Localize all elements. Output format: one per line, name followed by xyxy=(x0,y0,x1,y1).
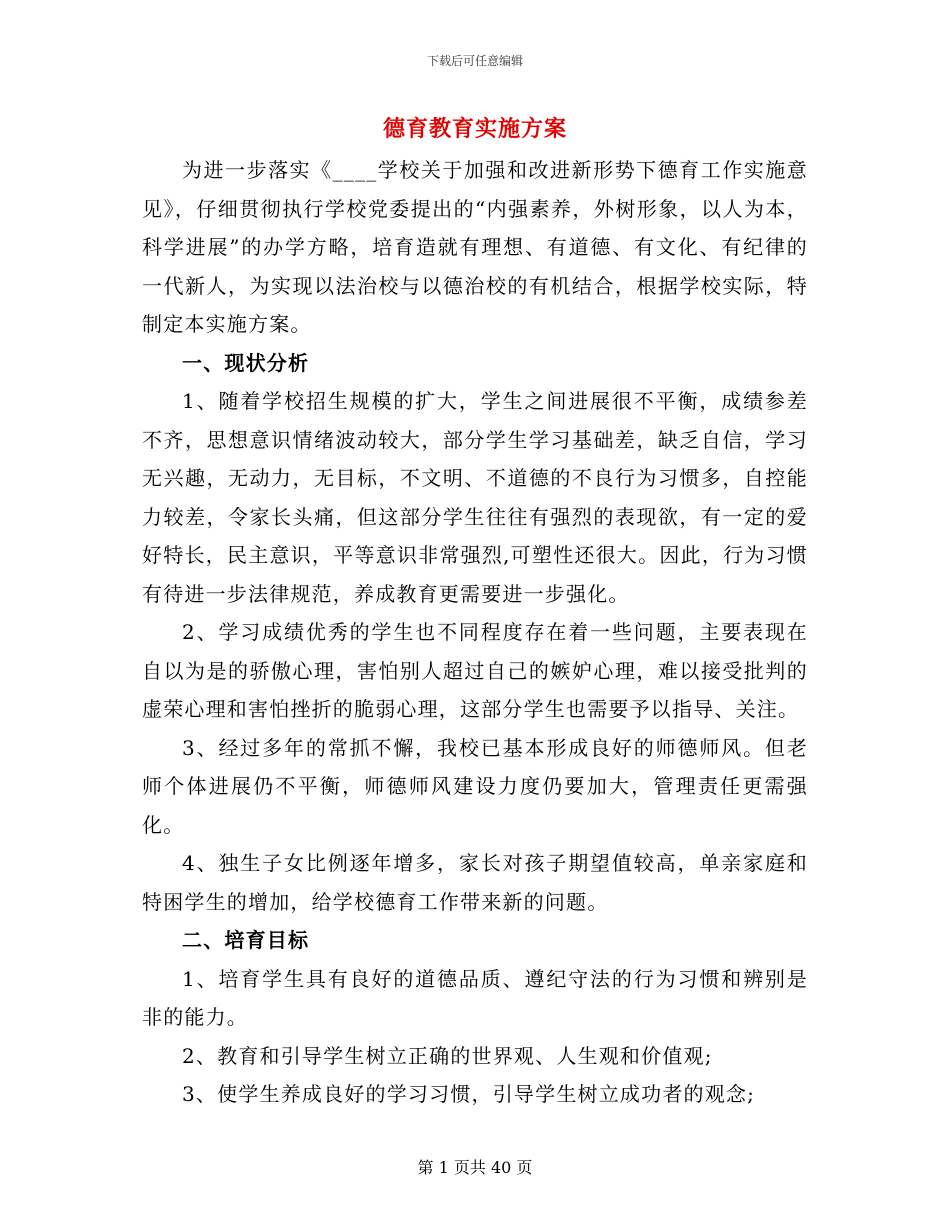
status-item-1: 1、随着学校招生规模的扩大，学生之间进展很不平衡，成绩参差不齐，思想意识情绪波动较大，部分学生学习基础差，缺乏自信，学习无兴趣，无动力，无目标，不文明、不道德的不良行为习惯多，自控能力较差，令家长头痛，但这部分学生往往有强烈的表现欲，有一定的爱好特长，民主意识，平等意识非常强烈,可塑性还很大。因此，行为习惯有待进一步法律规范，养成教育更需要进一步强化。 xyxy=(142,389,808,606)
goal-item-2: 2、教育和引导学生树立正确的世界观、人生观和价值观; xyxy=(182,1043,713,1068)
goal-item-3: 3、使学生养成良好的学习习惯，引导学生树立成功者的观念; xyxy=(182,1082,756,1106)
status-item-4: 4、独生子女比例逐年增多，家长对孩子期望值较高，单亲家庭和特困学生的增加，给学校德育工作带来新的问题。 xyxy=(142,851,808,914)
status-item-3: 3、经过多年的常抓不懈，我校已基本形成良好的师德师风。但老师个体进展仍不平衡，师德师风建设力度仍要加大，管理责任更需强化。 xyxy=(142,735,808,837)
header-note: 下载后可任意编辑 xyxy=(426,54,523,68)
document-body xyxy=(142,151,808,1114)
section-heading-goals: 二、培育目标 xyxy=(182,928,310,952)
intro-paragraph: 为进一步落实《____学校关于加强和改进新形势下德育工作实施意见》，仔细贯彻执行学校党委提出的“内强素养，外树形象，以人为本，科学进展”的办学方略，培育造就有理想、有道德、有文化、有纪律的一代新人，为实现以法治校与以德治校的有机结合，根据学校实际，特制定本实施方案。 xyxy=(142,158,808,336)
document-title: 德育教育实施方案 xyxy=(382,116,567,142)
page-number: 第 1 页共 40 页 xyxy=(417,1158,533,1177)
section-heading-status: 一、现状分析 xyxy=(182,350,310,375)
status-item-2: 2、学习成绩优秀的学生也不同程度存在着一些问题，主要表现在自以为是的骄傲心理，害怕别人超过自己的嫉妒心理，难以接受批判的虚荣心理和害怕挫折的脆弱心理，这部分学生也需要予以指导、关注。 xyxy=(142,620,808,721)
goal-item-1: 1、培育学生具有良好的道德品质、遵纪守法的行为习惯和辨别是非的能力。 xyxy=(142,966,808,1029)
